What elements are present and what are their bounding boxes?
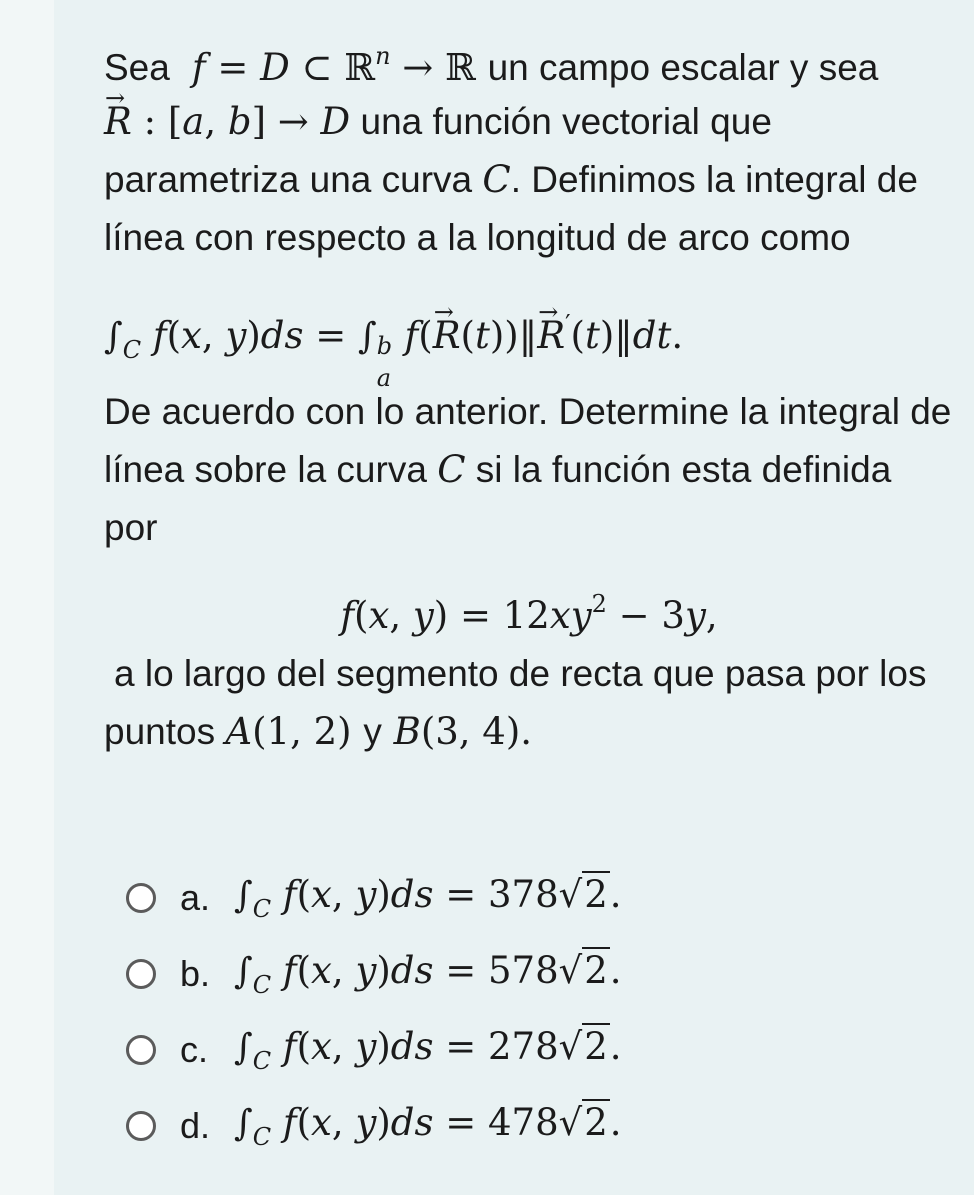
intro-line-2: → R : [a, b] → D una función vectorial que (104, 94, 772, 150)
option-formula: $\int_C$ f(x, y)ds = 478√2. (234, 1101, 622, 1151)
definition-formula: $\int_C$ f(x, y)ds = ∫ b a f(→ R(t))‖→ R′(t)‖dt. (104, 296, 683, 378)
problem-line-4 (114, 646, 926, 702)
option-letter: d. (180, 1105, 211, 1146)
parametriza-text: parametriza una curva (104, 159, 473, 200)
option-formula: $\int_C$ f(x, y)ds = 378√2. (234, 873, 622, 923)
option-letter: b. (180, 953, 211, 994)
problem-line-1 (104, 384, 951, 440)
formula-f-domain: f (180, 46, 206, 89)
sea-word: Sea (104, 47, 170, 88)
option-value: 278 (488, 1025, 559, 1068)
radio-button-a[interactable] (126, 883, 156, 913)
option-formula: $\int_C$ f(x, y)ds = 278√2. (234, 1025, 622, 1075)
problem-text-4: a lo largo del segmento de recta que pasa por los (114, 653, 927, 694)
option-a[interactable] (126, 860, 622, 936)
left-margin-strip (0, 0, 54, 1195)
intro-line-1: Sea f = D ⊂ ℝ$^n$ → ℝ un campo escalar y sea (104, 42, 879, 89)
problem-line-5: puntos A(1, 2) y B(3, 4). (104, 710, 533, 753)
funcion-text: una función vectorial que (360, 101, 772, 142)
problem-line-3 (104, 500, 157, 556)
linea-text: línea con respecto a la longitud de arco como (104, 217, 851, 258)
intro-line-4 (104, 210, 851, 266)
option-d[interactable] (126, 1088, 622, 1164)
function-definition: f(x, $y) = 12xy^2 - 3y$, (340, 590, 718, 637)
problem-line-2 (104, 442, 891, 498)
answer-options (126, 860, 622, 1164)
problem-text-2b: si la función esta definida (475, 449, 892, 490)
curve-C: C (482, 158, 511, 201)
problem-text-1: De acuerdo con lo anterior. Determine la integral de (104, 391, 952, 432)
radio-button-c[interactable] (126, 1035, 156, 1065)
formula-R-vector: → R (104, 94, 132, 150)
campo-text: un campo escalar y sea (487, 47, 879, 88)
y-word: y (363, 711, 382, 752)
curve-C-2: C (437, 448, 466, 491)
puntos-word: puntos (104, 711, 216, 752)
option-formula: $\int_C$ f(x, y)ds = 578√2. (234, 949, 622, 999)
option-value: 478 (488, 1101, 559, 1144)
option-letter: a. (180, 877, 211, 918)
definimos-text: . Definimos la integral de (510, 159, 918, 200)
option-c[interactable] (126, 1012, 622, 1088)
point-A: A (225, 710, 253, 753)
radio-button-d[interactable] (126, 1111, 156, 1141)
option-letter: c. (180, 1029, 209, 1070)
option-value: 378 (488, 873, 559, 916)
radio-button-b[interactable] (126, 959, 156, 989)
intro-line-3 (104, 152, 918, 208)
problem-text-3: por (104, 507, 158, 548)
option-value: 578 (488, 949, 559, 992)
problem-text-2a: línea sobre la curva (104, 449, 427, 490)
option-b[interactable] (126, 936, 622, 1012)
